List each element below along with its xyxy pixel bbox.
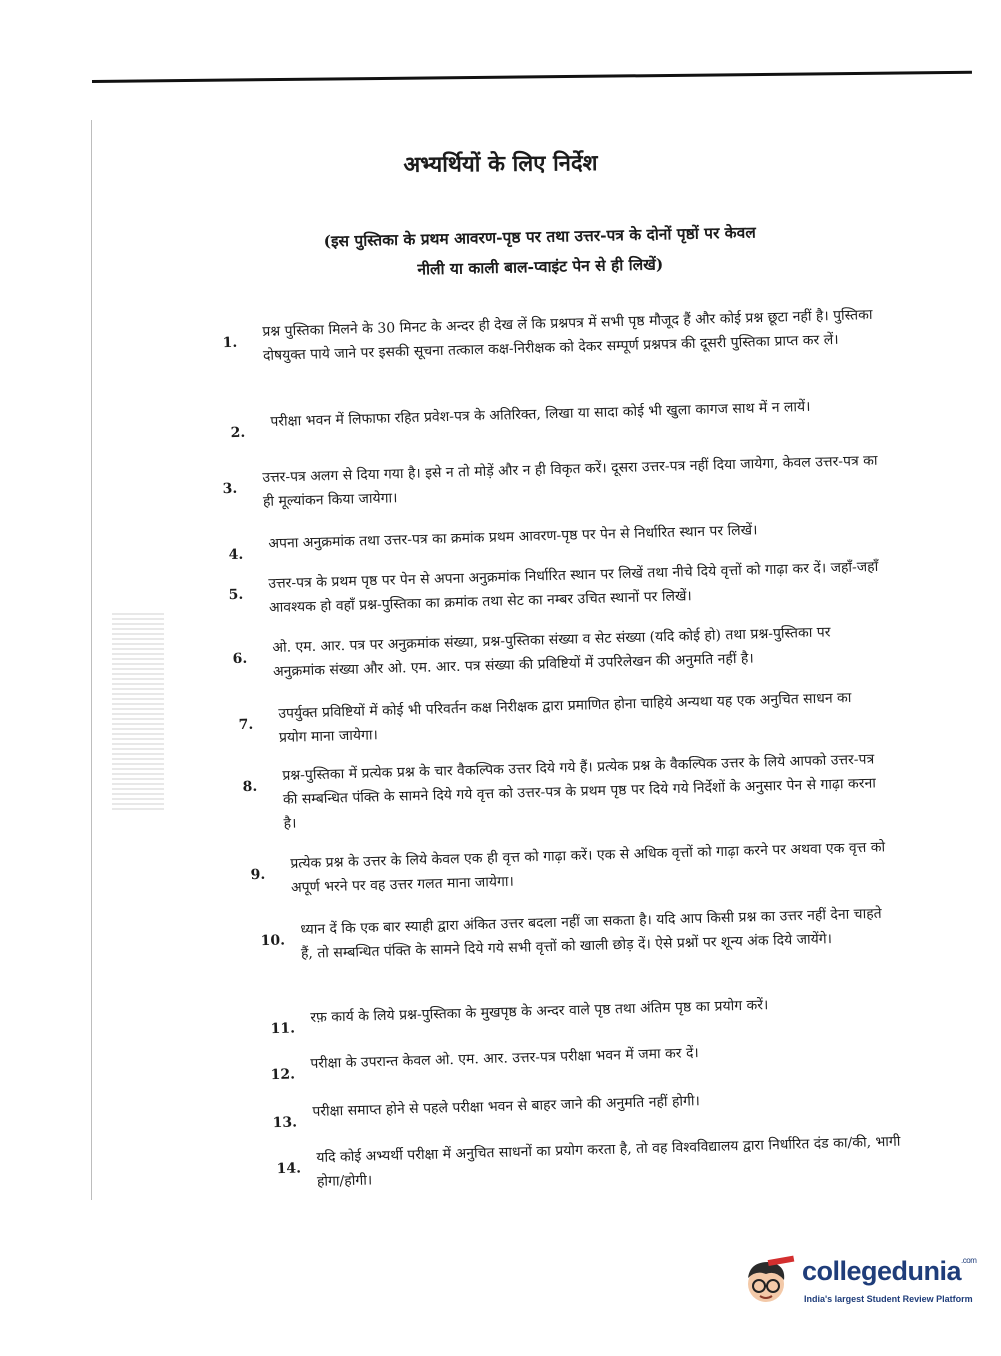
instruction-item xyxy=(222,303,883,368)
item-number: 8. xyxy=(242,778,258,796)
collegedunia-watermark xyxy=(740,1250,980,1320)
item-text: परीक्षा समाप्त होने से पहले परीक्षा भवन से बाहर जाने की अनुमति नहीं होगी। xyxy=(312,1093,701,1120)
item-number: 10. xyxy=(260,932,286,950)
instruction-item xyxy=(238,685,884,750)
item-text: रफ़ कार्य के लिये प्रश्न-पुस्तिका के मुखपृष्ठ के अन्दर वाले पृष्ठ तथा अंतिम पृष्ठ का प्रयोग करें। xyxy=(310,997,769,1026)
mascot-logo-icon xyxy=(740,1254,796,1310)
item-text: परीक्षा भवन में लिफाफा रहित प्रवेश-पत्र के अतिरिक्त, लिखा या सादा कोई भी खुला कागज साथ में न लायें। xyxy=(270,398,811,430)
subtitle-line-2: नीली या काली बाल-प्वाइंट पेन से ही लिखें) xyxy=(417,254,664,279)
item-text: अपना अनुक्रमांक तथा उत्तर-पत्र का क्रमांक प्रथम आवरण-पृष्ठ पर पेन से निर्धारित स्थान पर लिखें। xyxy=(268,522,758,552)
top-border-line xyxy=(92,71,972,83)
item-text: परीक्षा के उपरान्त केवल ओ. एम. आर. उत्तर-पत्र परीक्षा भवन में जमा कर दें। xyxy=(310,1045,699,1072)
item-text: प्रश्न पुस्तिका मिलने के 30 मिनट के अन्दर ही देख लें कि प्रश्नपत्र में सभी पृष्ठ मौजूद हैं और कोई प्रश्न छूटा नहीं है। पुस्तिका दोषयुक्त पाये जाने पर इसकी सूचना तत्काल कक्ष-निरीक्षक को देकर सम्पूर्ण प्रश्नपत्र की दूसरी पुस्तिका प्राप्त कर लें। xyxy=(262,306,873,364)
item-number: 6. xyxy=(232,650,248,668)
instruction-item xyxy=(228,555,884,620)
item-text: प्रश्न-पुस्तिका में प्रत्येक प्रश्न के चार वैकल्पिक उत्तर दिये गये हैं। प्रत्येक प्रश्न के वैकल्पिक उत्तर के लिये आपको उत्तर-पत्र की सम्बन्धित पंक्ति के सामने दिये गये वृत्त को उत्तर-पत्र के प्रथम पृष्ठ पर दिये गये निर्देशों के अनुसार पेन से गाढ़ा करना है। xyxy=(282,751,877,832)
instruction-item xyxy=(232,619,885,684)
brand-tld: .com xyxy=(961,1256,977,1265)
instruction-item xyxy=(242,747,889,836)
subtitle-line-1: (इस पुस्तिका के प्रथम आवरण-पृष्ठ पर तथा उत्तर-पत्र के दोनों पृष्ठों पर केवल xyxy=(323,222,756,251)
instruction-item xyxy=(276,1129,917,1194)
brand-tagline: India's largest Student Review Platform xyxy=(804,1294,973,1304)
instruction-item xyxy=(272,1084,892,1132)
item-number: 9. xyxy=(250,866,266,884)
item-text: ध्यान दें कि एक बार स्याही द्वारा अंकित उत्तर बदला नहीं जा सकता है। यदि आप किसी प्रश्न का उत्तर नहीं देना चाहते हैं, तो सम्बन्धित पंक्ति के सामने दिये गये सभी वृत्तों को खाली छोड़ दें। ऐसे प्रश्नों पर शून्य अंक दिये जायेंगे। xyxy=(300,905,882,962)
item-number: 14. xyxy=(276,1160,302,1178)
item-number: 13. xyxy=(272,1114,298,1132)
instruction-item xyxy=(228,515,878,564)
item-number: 2. xyxy=(230,424,246,442)
left-margin-line xyxy=(91,120,92,1200)
item-number: 1. xyxy=(222,334,238,352)
instruction-item xyxy=(270,1036,890,1084)
brand-name xyxy=(802,1256,976,1287)
item-number: 12. xyxy=(270,1066,296,1084)
item-text: उपर्युक्त प्रविष्टियों में कोई भी परिवर्तन कक्ष निरीक्षक द्वारा प्रमाणित होना चाहिये अन्यथा यह एक अनुचित साधन का प्रयोग माना जायेगा। xyxy=(278,689,852,746)
item-text: उत्तर-पत्र अलग से दिया गया है। इसे न तो मोड़ें और न ही विकृत करें। दूसरा उत्तर-पत्र नहीं दिया जायेगा, केवल उत्तर-पत्र का ही मूल्यांकन किया जायेगा। xyxy=(262,452,878,510)
page-title: अभ्यर्थियों के लिए निर्देश xyxy=(403,150,598,178)
item-number: 7. xyxy=(238,716,254,734)
item-text: यदि कोई अभ्यर्थी परीक्षा में अनुचित साधनों का प्रयोग करता है, तो वह विश्वविद्यालय द्वारा निर्धारित दंड का/की, भागी होगा/होगी। xyxy=(316,1133,901,1190)
item-number: 11. xyxy=(270,1020,296,1038)
instruction-item xyxy=(270,990,890,1038)
instruction-item xyxy=(230,393,880,442)
item-number: 4. xyxy=(228,546,244,564)
item-number: 3. xyxy=(222,480,238,498)
item-text: ओ. एम. आर. पत्र पर अनुक्रमांक संख्या, प्रश्न-पुस्तिका संख्या व सेट संख्या (यदि कोई हो) तथा प्रश्न-पुस्तिका पर अनुक्रमांक संख्या और ओ. एम. आर. पत्र संख्या की प्रविष्टियों में उपरिलेखन की अनुमति नहीं है। xyxy=(272,624,831,680)
instruction-item xyxy=(250,835,891,900)
scan-artifact xyxy=(112,610,164,810)
item-number: 5. xyxy=(228,586,244,604)
instruction-item xyxy=(222,449,883,514)
item-text: उत्तर-पत्र के प्रथम पृष्ठ पर पेन से अपना अनुक्रमांक निर्धारित स्थान पर लिखें तथा नीचे दिये वृत्तों को गाढ़ा कर दें। जहाँ-जहाँ आवश्यक हो वहाँ प्रश्न-पुस्तिका का क्रमांक तथा सेट का नम्बर उचित स्थानों पर लिखें। xyxy=(268,558,879,616)
instruction-item xyxy=(260,901,896,966)
brand-text: collegedunia xyxy=(802,1256,962,1286)
item-text: प्रत्येक प्रश्न के उत्तर के लिये केवल एक ही वृत्त को गाढ़ा करें। एक से अधिक वृत्तों को गाढ़ा करने पर अथवा एक वृत्त को अपूर्ण भरने पर वह उत्तर गलत माना जायेगा। xyxy=(290,839,886,896)
instruction-subtitle xyxy=(269,216,810,287)
